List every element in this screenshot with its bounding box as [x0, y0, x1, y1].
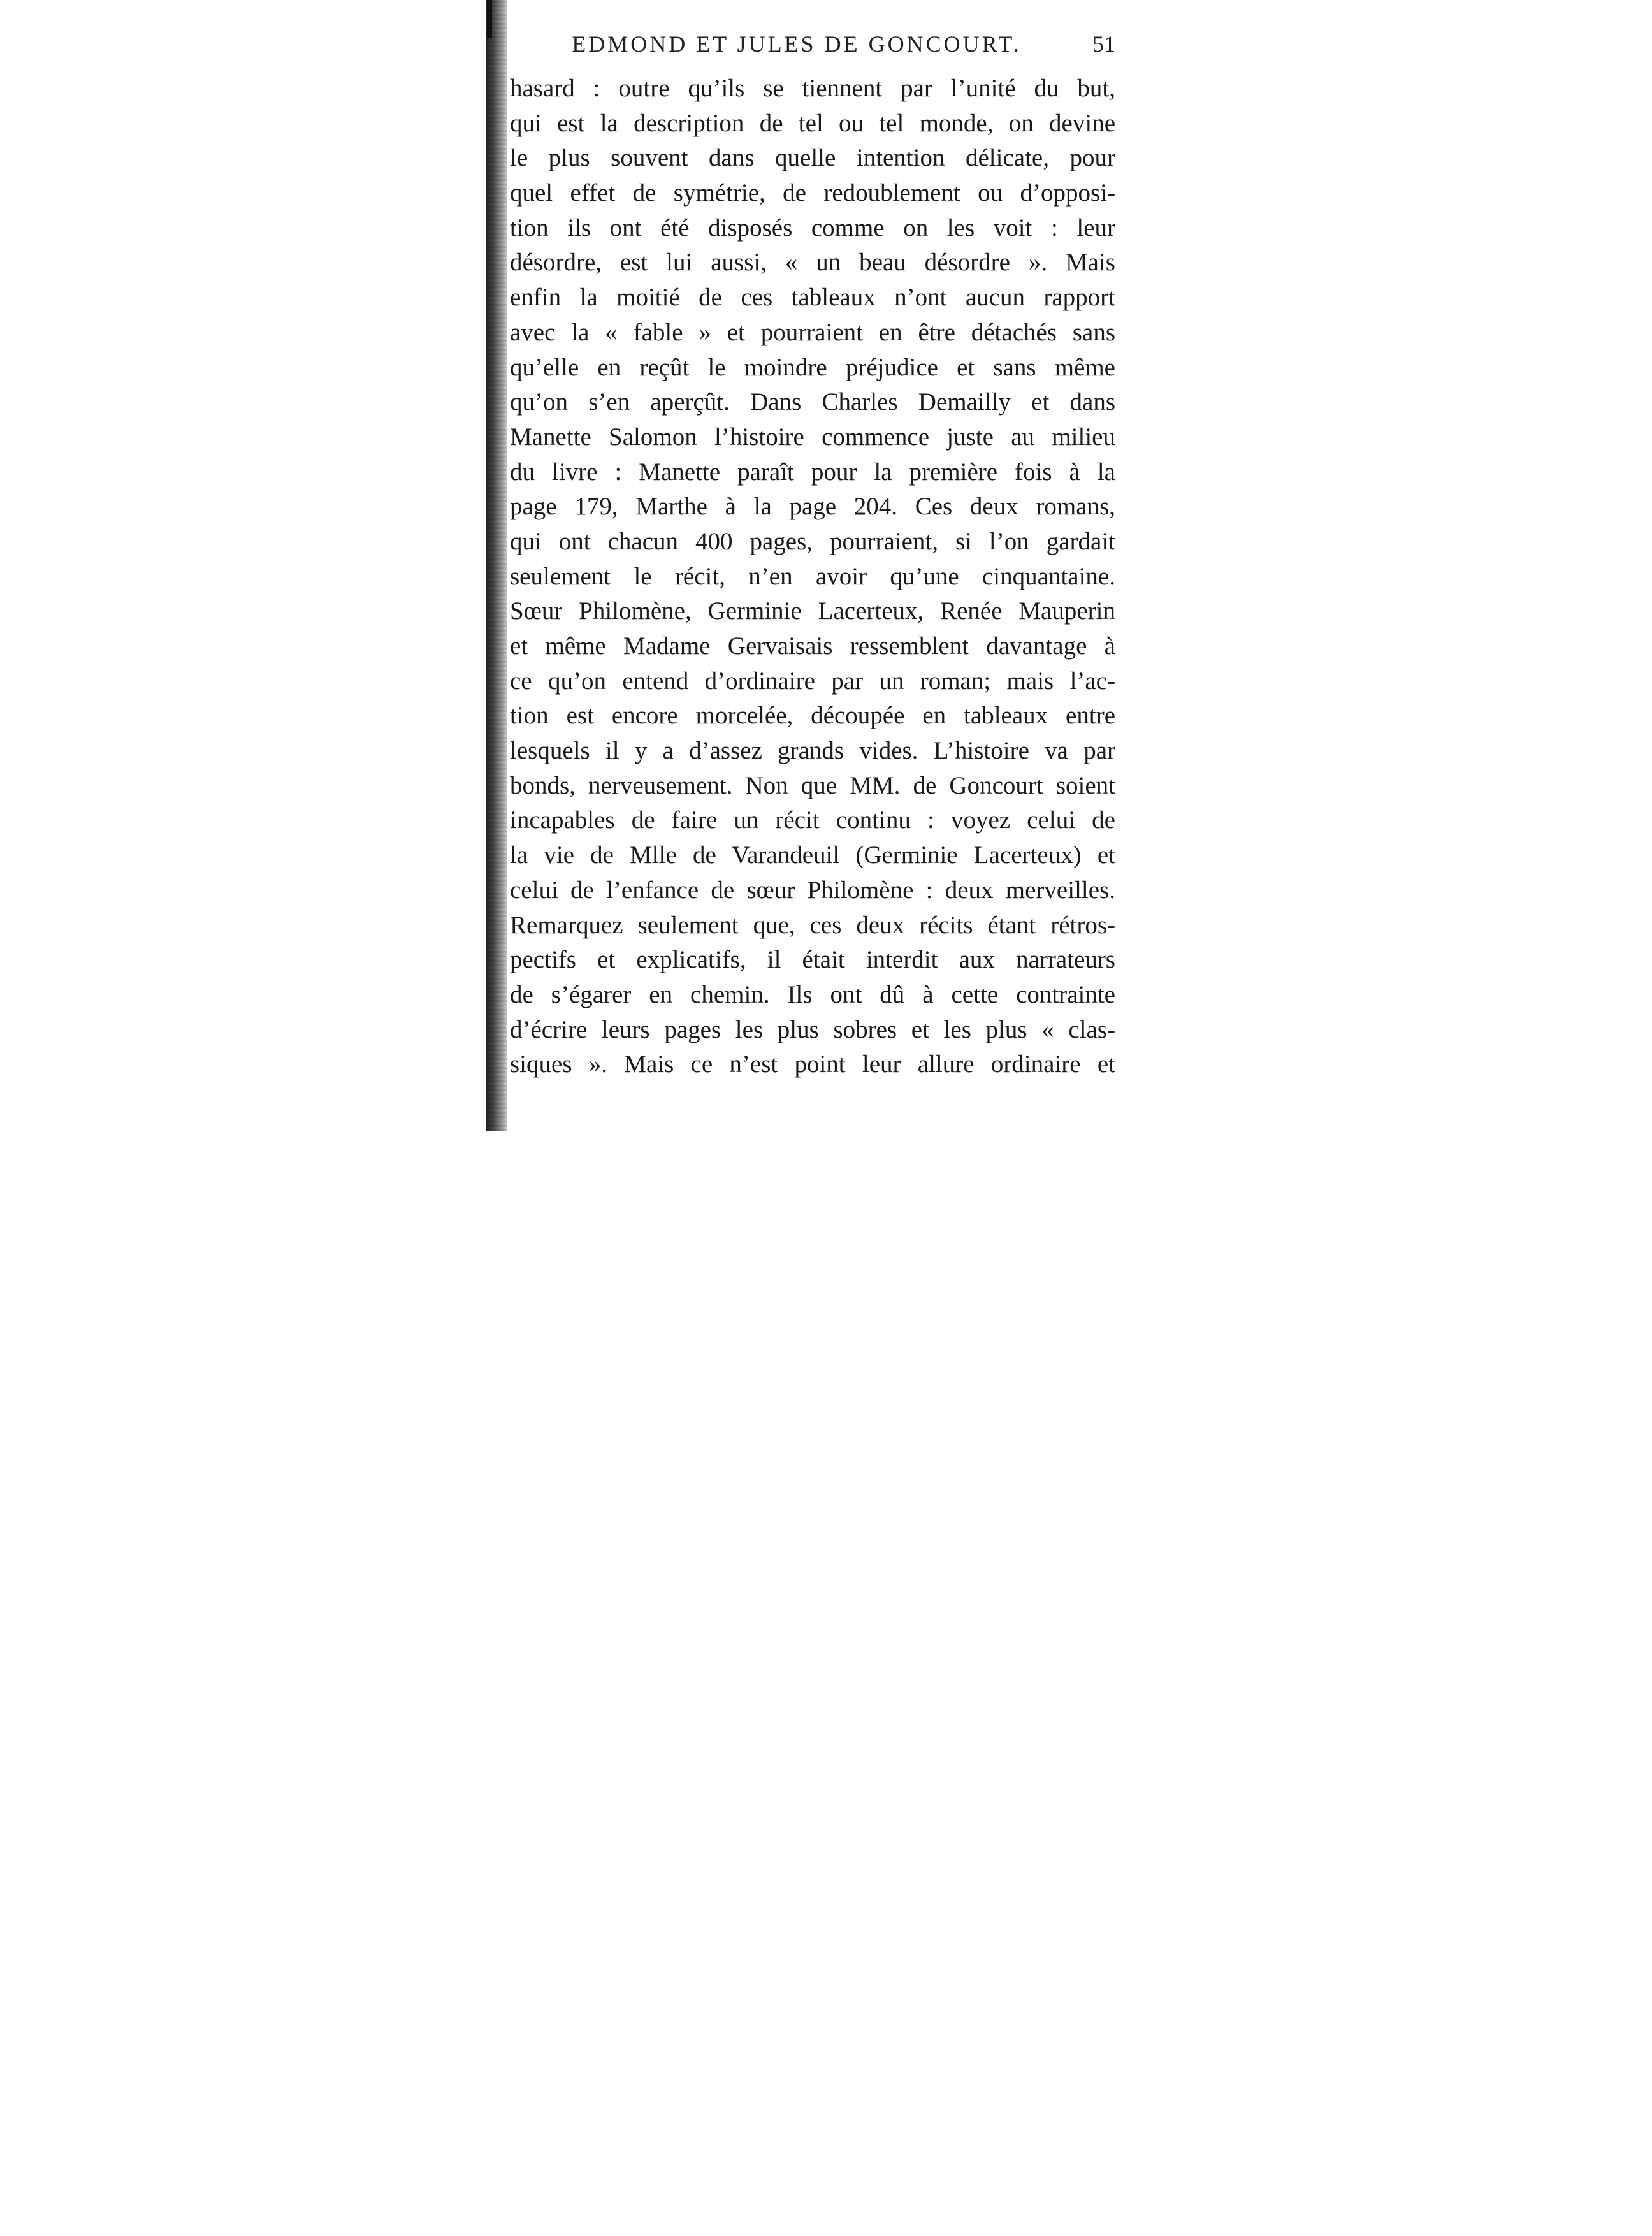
- text-line-7: enfin la moitié de ces tableaux n’ont aucun rapport: [510, 284, 1115, 312]
- body-text: [510, 71, 1115, 1082]
- text-line-2: qui est la description de tel ou tel monde, on devine: [510, 109, 1115, 137]
- text-line-17: et même Madame Gervaisais ressemblent davantage à: [510, 632, 1115, 660]
- gutter-edge: [487, 0, 492, 38]
- text-line-23: la vie de Mlle de Varandeuil (Germinie Lacerteux) et: [510, 841, 1115, 869]
- text-line-25: Remarquez seulement que, ces deux récits étant rétros-: [510, 911, 1115, 939]
- text-line-24: celui de l’enfance de sœur Philomène : deux merveilles.: [510, 876, 1115, 904]
- running-head-title: EDMOND ET JULES DE GONCOURT.: [572, 31, 1022, 57]
- text-line-15: seulement le récit, n’en avoir qu’une cinquantaine.: [510, 562, 1115, 590]
- text-line-28: d’écrire leurs pages les plus sobres et les plus « clas-: [510, 1015, 1115, 1043]
- text-line-11: Manette Salomon l’histoire commence juste au milieu: [510, 423, 1115, 451]
- text-line-27: de s’égarer en chemin. Ils ont dû à cette contrainte: [510, 980, 1115, 1008]
- text-line-13: page 179, Marthe à la page 204. Ces deux romans,: [510, 493, 1115, 521]
- text-line-26: pectifs et explicatifs, il était interdit aux narrateurs: [510, 946, 1115, 974]
- text-line-3: le plus souvent dans quelle intention délicate, pour: [510, 144, 1115, 172]
- text-line-10: qu’on s’en aperçût. Dans Charles Demailly et dans: [510, 388, 1115, 416]
- text-line-18: ce qu’on entend d’ordinaire par un roman; mais l’ac-: [510, 667, 1115, 695]
- text-line-21: bonds, nerveusement. Non que MM. de Goncourt soient: [510, 771, 1115, 799]
- page-text-block: [510, 31, 1115, 1082]
- text-line-5: tion ils ont été disposés comme on les voit : leur: [510, 214, 1115, 242]
- text-line-4: quel effet de symétrie, de redoublement ou d’opposi-: [510, 179, 1115, 207]
- text-line-20: lesquels il y a d’assez grands vides. L’histoire va par: [510, 737, 1115, 765]
- text-line-12: du livre : Manette paraît pour la première fois à la: [510, 458, 1115, 486]
- text-line-1: hasard : outre qu’ils se tiennent par l’unité du but,: [510, 75, 1115, 102]
- text-line-6: désordre, est lui aussi, « un beau désordre ». Mais: [510, 249, 1115, 277]
- text-line-16: Sœur Philomène, Germinie Lacerteux, Renée Mauperin: [510, 597, 1115, 625]
- text-line-29: siques ». Mais ce n’est point leur allure ordinaire et: [510, 1050, 1115, 1078]
- text-line-22: incapables de faire un récit continu : voyez celui de: [510, 806, 1115, 834]
- text-line-19: tion est encore morcelée, découpée en tableaux entre: [510, 702, 1115, 730]
- text-line-8: avec la « fable » et pourraient en être détachés sans: [510, 318, 1115, 346]
- page-number: 51: [1092, 31, 1115, 57]
- text-line-9: qu’elle en reçût le moindre préjudice et sans même: [510, 353, 1115, 381]
- text-line-14: qui ont chacun 400 pages, pourraient, si l’on gardait: [510, 527, 1115, 555]
- book-gutter-shadow: [486, 0, 507, 1131]
- running-head: [510, 31, 1115, 68]
